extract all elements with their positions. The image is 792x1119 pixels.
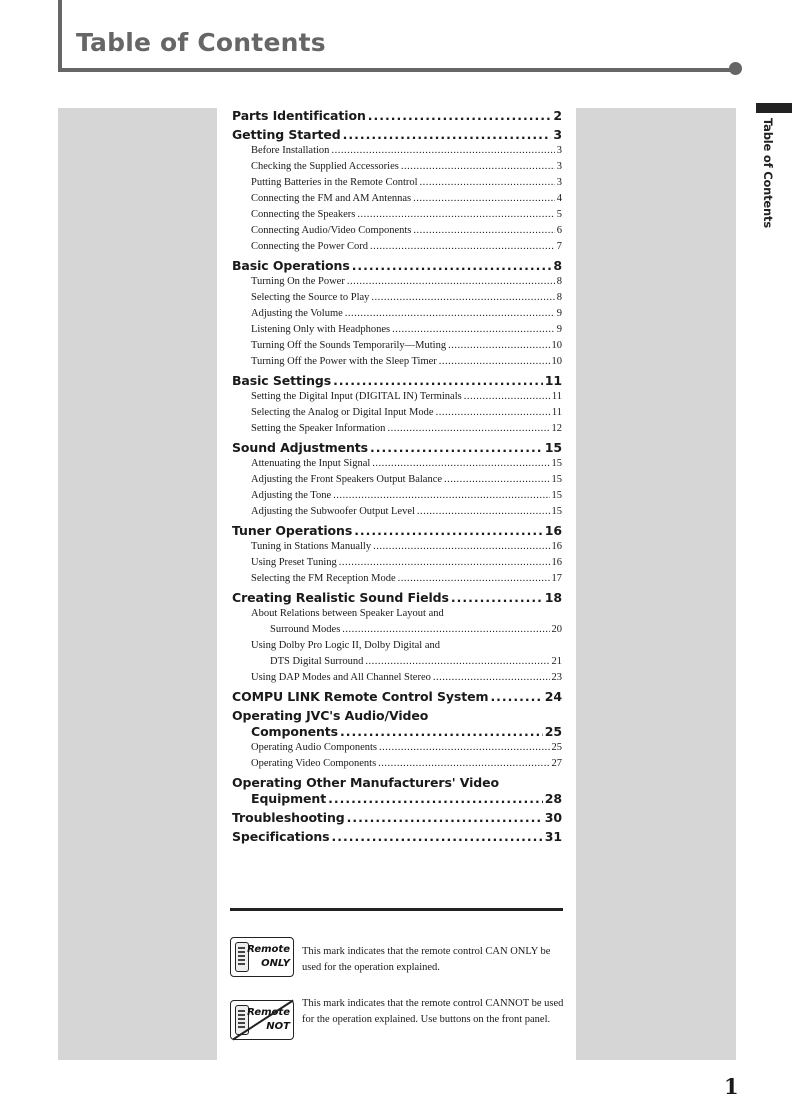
toc-dot-leader (490, 689, 542, 705)
toc-label: COMPU LINK Remote Control System (232, 689, 489, 704)
toc-entry (232, 504, 562, 520)
toc-label: Setting the Digital Input (DIGITAL IN) Terminals (251, 391, 462, 402)
page-title: Table of Contents (76, 28, 326, 57)
toc-entry (232, 207, 562, 223)
toc-page-number: 28 (544, 791, 562, 806)
toc-entry (232, 405, 562, 421)
toc-dot-leader (433, 670, 550, 686)
toc-label: Listening Only with Headphones (251, 324, 391, 335)
toc-label: Connecting Audio/Video Components (251, 225, 412, 236)
toc-label: Tuner Operations (232, 523, 353, 538)
toc-dot-leader (373, 539, 549, 555)
toc-label: Surround Modes (270, 624, 341, 635)
toc-page-number: 8 (556, 292, 562, 303)
remote-not-description: This mark indicates that the remote control CANNOT be used for the operation explained. Use buttons on the front panel. (302, 998, 564, 1025)
toc-dot-leader (328, 791, 543, 807)
toc-page-number: 23 (551, 672, 562, 683)
toc-entry (232, 622, 562, 638)
toc-entry (232, 670, 562, 686)
toc-label: Checking the Supplied Accessories (251, 161, 399, 172)
toc-label: Adjusting the Tone (251, 490, 332, 501)
toc-entry (232, 456, 562, 472)
toc-section (232, 258, 562, 274)
remote-not-icon-word-2: NOT (266, 1021, 290, 1032)
toc-entry (232, 756, 562, 772)
toc-label: Operating Video Components (251, 758, 377, 769)
toc-page-number: 15 (551, 474, 562, 485)
toc-dot-leader (343, 127, 552, 143)
remote-only-icon-word-2: ONLY (261, 958, 290, 969)
toc-page-number: 15 (551, 458, 562, 469)
toc-dot-leader (420, 175, 555, 191)
toc-dot-leader (347, 810, 543, 826)
toc-label: DTS Digital Surround (270, 656, 364, 667)
toc-label: Equipment (251, 791, 327, 806)
toc-section (232, 810, 562, 826)
toc-label: Putting Batteries in the Remote Control (251, 177, 418, 188)
toc-entry (232, 306, 562, 322)
toc-label: Troubleshooting (232, 810, 345, 825)
toc-label: Components (251, 724, 339, 739)
toc-entry (232, 159, 562, 175)
toc-page-number: 8 (553, 258, 562, 273)
toc-label: Basic Settings (232, 373, 332, 388)
toc-label: Getting Started (232, 127, 341, 142)
toc-entry (232, 191, 562, 207)
title-rule-dot (729, 62, 742, 75)
toc-entry (232, 539, 562, 555)
remote-only-icon (230, 937, 294, 977)
table-of-contents (232, 105, 562, 845)
toc-entry (232, 389, 562, 405)
toc-page-number: 17 (551, 573, 562, 584)
toc-label: Operating JVC's Audio/Video (232, 708, 429, 723)
toc-dot-leader (339, 555, 550, 571)
toc-page-number: 3 (556, 177, 562, 188)
toc-section (232, 127, 562, 143)
toc-page-number: 3 (553, 127, 562, 142)
left-grey-panel (58, 108, 217, 1060)
toc-dot-leader (379, 740, 550, 756)
toc-label: Turning Off the Power with the Sleep Timer (251, 356, 437, 367)
toc-label: Operating Audio Components (251, 742, 377, 753)
toc-dot-leader (401, 159, 555, 175)
toc-dot-leader (354, 523, 543, 539)
toc-dot-leader (340, 724, 543, 740)
toc-label: Basic Operations (232, 258, 350, 273)
side-tab-bar (756, 103, 792, 113)
divider-rule (230, 908, 563, 911)
toc-page-number: 3 (556, 161, 562, 172)
toc-dot-leader (448, 338, 549, 354)
toc-label: Using Dolby Pro Logic II, Dolby Digital and (251, 640, 440, 651)
toc-section (232, 829, 562, 845)
toc-entry (232, 338, 562, 354)
toc-dot-leader (451, 590, 543, 606)
toc-page-number: 16 (544, 523, 562, 538)
toc-label: Using DAP Modes and All Channel Stereo (251, 672, 431, 683)
toc-dot-leader (371, 290, 554, 306)
toc-label: Parts Identification (232, 108, 366, 123)
toc-page-number: 25 (544, 724, 562, 739)
toc-dot-leader (439, 354, 550, 370)
remote-not-icon-word-1: Remote (247, 1007, 290, 1018)
toc-dot-leader (345, 306, 555, 322)
toc-page-number: 4 (556, 193, 562, 204)
toc-page-number: 15 (551, 490, 562, 501)
toc-page-number: 10 (551, 340, 562, 351)
toc-label: Tuning in Stations Manually (251, 541, 372, 552)
toc-entry (232, 143, 562, 159)
toc-entry (232, 606, 562, 622)
toc-entry (232, 223, 562, 239)
toc-dot-leader (372, 456, 549, 472)
toc-label: Sound Adjustments (232, 440, 369, 455)
toc-page-number: 16 (551, 557, 562, 568)
toc-label: Selecting the Analog or Digital Input Mode (251, 407, 434, 418)
toc-label: Setting the Speaker Information (251, 423, 386, 434)
toc-entry (232, 555, 562, 571)
toc-page-number: 27 (551, 758, 562, 769)
toc-label: Turning On the Power (251, 276, 345, 287)
toc-entry (232, 638, 562, 654)
toc-dot-leader (444, 472, 549, 488)
toc-page-number: 9 (556, 308, 562, 319)
toc-entry (232, 488, 562, 504)
toc-dot-leader (333, 373, 543, 389)
toc-label: Selecting the FM Reception Mode (251, 573, 396, 584)
side-tab-label: Table of Contents (761, 118, 775, 228)
toc-page-number: 7 (556, 241, 562, 252)
toc-label: Adjusting the Front Speakers Output Balance (251, 474, 443, 485)
toc-label: Using Preset Tuning (251, 557, 337, 568)
toc-entry (232, 274, 562, 290)
toc-page-number: 16 (551, 541, 562, 552)
toc-dot-leader (331, 829, 542, 845)
toc-page-number: 2 (553, 108, 562, 123)
toc-section (232, 724, 562, 740)
toc-page-number: 3 (556, 145, 562, 156)
toc-dot-leader (464, 389, 550, 405)
toc-section (232, 373, 562, 389)
toc-page-number: 11 (551, 391, 562, 402)
remote-only-description: This mark indicates that the remote control CAN ONLY be used for the operation explained. (302, 946, 551, 973)
toc-page-number: 9 (556, 324, 562, 335)
toc-section (232, 440, 562, 456)
toc-dot-leader (413, 223, 554, 239)
toc-dot-leader (436, 405, 550, 421)
toc-dot-leader (392, 322, 555, 338)
toc-section (232, 523, 562, 539)
toc-page-number: 12 (551, 423, 562, 434)
toc-entry (232, 654, 562, 670)
toc-label: Adjusting the Volume (251, 308, 343, 319)
toc-dot-leader (347, 274, 555, 290)
toc-section (232, 775, 562, 791)
toc-dot-leader (352, 258, 552, 274)
toc-section (232, 791, 562, 807)
toc-label: Specifications (232, 829, 330, 844)
toc-page-number: 24 (544, 689, 562, 704)
toc-dot-leader (357, 207, 554, 223)
toc-label: Adjusting the Subwoofer Output Level (251, 506, 415, 517)
toc-dot-leader (331, 143, 554, 159)
toc-dot-leader (365, 654, 549, 670)
toc-entry (232, 421, 562, 437)
toc-page-number: 11 (551, 407, 562, 418)
toc-entry (232, 290, 562, 306)
toc-label: Connecting the Power Cord (251, 241, 368, 252)
toc-label: Operating Other Manufacturers' Video (232, 775, 500, 790)
toc-label: Creating Realistic Sound Fields (232, 590, 449, 605)
toc-page-number: 11 (544, 373, 562, 388)
toc-page-number: 5 (556, 209, 562, 220)
toc-page-number: 15 (551, 506, 562, 517)
toc-page-number: 20 (551, 624, 562, 635)
toc-page-number: 8 (556, 276, 562, 287)
toc-dot-leader (398, 571, 550, 587)
toc-dot-leader (368, 108, 552, 124)
toc-label: About Relations between Speaker Layout and (251, 608, 444, 619)
toc-page-number: 30 (544, 810, 562, 825)
toc-page-number: 15 (544, 440, 562, 455)
toc-page-number: 31 (544, 829, 562, 844)
toc-entry (232, 354, 562, 370)
toc-entry (232, 239, 562, 255)
toc-section (232, 689, 562, 705)
toc-page-number: 10 (551, 356, 562, 367)
toc-entry (232, 175, 562, 191)
toc-dot-leader (417, 504, 550, 520)
remote-only-icon-word-1: Remote (247, 944, 290, 955)
toc-label: Attenuating the Input Signal (251, 458, 371, 469)
toc-label: Before Installation (251, 145, 330, 156)
toc-page-number: 21 (551, 656, 562, 667)
toc-dot-leader (333, 488, 549, 504)
page-number: 1 (724, 1074, 739, 1099)
toc-label: Selecting the Source to Play (251, 292, 370, 303)
toc-dot-leader (370, 239, 555, 255)
toc-dot-leader (387, 421, 549, 437)
toc-section (232, 108, 562, 124)
toc-label: Connecting the FM and AM Antennas (251, 193, 412, 204)
toc-label: Connecting the Speakers (251, 209, 356, 220)
toc-entry (232, 472, 562, 488)
toc-label: Turning Off the Sounds Temporarily—Muting (251, 340, 447, 351)
toc-dot-leader (413, 191, 555, 207)
toc-page-number: 25 (551, 742, 562, 753)
toc-entry (232, 322, 562, 338)
toc-entry (232, 571, 562, 587)
right-grey-panel (576, 108, 736, 1060)
toc-dot-leader (342, 622, 549, 638)
toc-page-number: 18 (544, 590, 562, 605)
toc-dot-leader (378, 756, 549, 772)
toc-page-number: 6 (556, 225, 562, 236)
toc-section (232, 708, 562, 724)
toc-entry (232, 740, 562, 756)
toc-section (232, 590, 562, 606)
toc-dot-leader (370, 440, 543, 456)
remote-not-icon (230, 1000, 294, 1040)
